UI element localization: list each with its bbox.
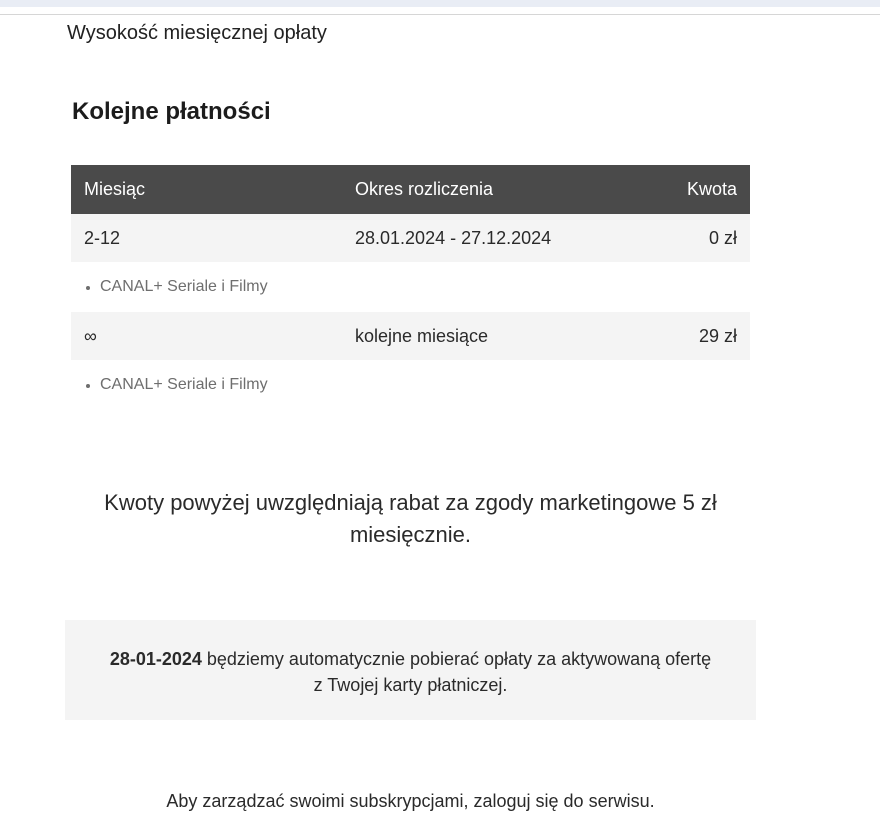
table-row-items <box>71 360 750 410</box>
package-list <box>71 277 750 297</box>
table-header-row <box>71 165 750 214</box>
section-title: Kolejne płatności <box>72 98 271 125</box>
cell-amount: 0 zł <box>638 214 750 262</box>
table-row <box>71 214 750 262</box>
list-item: • CANAL+ Seriale i Filmy <box>100 375 750 395</box>
cell-amount: 29 zł <box>638 312 750 360</box>
table-row <box>71 312 750 360</box>
cell-period: 28.01.2024 - 27.12.2024 <box>342 214 638 262</box>
discount-note: Kwoty powyżej uwzględniają rabat za zgody marketingowe 5 zł miesięcznie. <box>104 490 717 547</box>
items-cell <box>71 262 750 312</box>
column-header-period: Okres rozliczenia <box>342 165 638 214</box>
list-item: • CANAL+ Seriale i Filmy <box>100 277 750 297</box>
items-cell <box>71 360 750 410</box>
cell-month: 2-12 <box>71 214 342 262</box>
payments-table <box>71 165 750 410</box>
charge-date: 28-01-2024 <box>109 649 202 669</box>
charge-text-line1: będziemy automatycznie pobierać opłaty za aktywowaną ofertę <box>201 649 712 669</box>
login-note: Aby zarządzać swoimi subskrypcjami, zaloguj się do serwisu. <box>166 791 655 811</box>
monthly-fee-heading: Wysokość miesięcznej opłaty <box>67 22 327 44</box>
table-row-items <box>71 262 750 312</box>
top-divider <box>0 14 880 15</box>
column-header-month: Miesiąc <box>71 165 342 214</box>
charge-text-line2: z Twojej karty płatniczej. <box>313 675 508 695</box>
top-strip <box>0 0 880 7</box>
package-list <box>71 375 750 395</box>
column-header-amount: Kwota <box>638 165 750 214</box>
cell-period: kolejne miesiące <box>342 312 638 360</box>
auto-charge-info-box <box>65 620 756 720</box>
cell-month: ∞ <box>71 312 342 360</box>
